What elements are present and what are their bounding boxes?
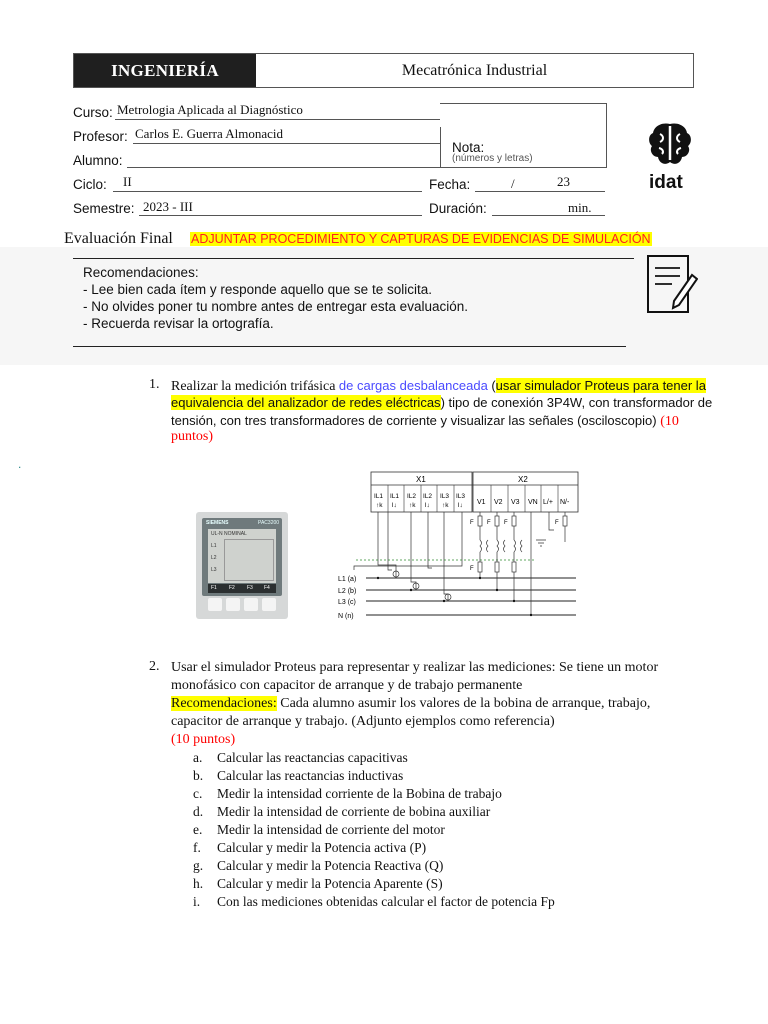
list-item: [193, 894, 555, 910]
block-x2-label: X2: [518, 475, 528, 484]
list-letter: d.: [193, 804, 204, 819]
fuse-label: F: [504, 520, 508, 526]
fecha-slash: /: [511, 176, 515, 191]
question1-text-d: usar simulador Proteus para tener la: [495, 378, 706, 393]
x1-terminal-top: IL2: [423, 493, 433, 500]
x2-terminal: V2: [494, 499, 503, 506]
list-text: Calcular y medir la Potencia Reactiva (Q): [217, 858, 444, 873]
meter-softkey-bar: [208, 584, 276, 593]
list-text: Calcular y medir la Potencia Aparente (S): [217, 876, 443, 891]
program-title: Mecatrónica Industrial: [401, 61, 548, 79]
list-letter: h.: [193, 876, 204, 891]
recommendation-item: - No olvides poner tu nombre antes de entregar esta evaluación.: [83, 299, 468, 314]
semestre-label: Semestre:: [73, 201, 135, 216]
nota-underline: [440, 167, 607, 168]
question1-text-a: Realizar la medición trifásica: [171, 379, 336, 394]
list-item: [193, 804, 490, 820]
x2-terminal: V1: [477, 499, 486, 506]
recommendations-title: Recomendaciones:: [83, 265, 199, 280]
question2-line3-rest: Cada alumno asumir los valores de la bobina de arranque, trabajo,: [280, 696, 651, 711]
question1-line2: [171, 394, 716, 412]
question1-text-e: equivalencia del analizador de redes eléctricas: [171, 395, 441, 410]
list-text: Con las mediciones obtenidas calcular el factor de potencia Fp: [217, 894, 555, 909]
fecha-label: Fecha:: [429, 177, 471, 192]
meter-screen-row: L2: [211, 555, 217, 561]
curso-value: Metrologia Aplicada al Diagnóstico: [117, 102, 303, 117]
exam-paper-icon: [642, 253, 698, 319]
wiring-diagram: [336, 470, 592, 630]
question2-rec-label: Recomendaciones:: [171, 696, 277, 711]
meter-softkey-label: F4: [264, 585, 270, 591]
ciclo-underline: [113, 191, 422, 192]
x1-terminal-bot: l↓: [425, 502, 430, 509]
fecha-year: 23: [557, 174, 570, 189]
meter-screen-row: L1: [211, 543, 217, 549]
duracion-underline: [492, 215, 605, 216]
x1-terminal-bot: ↑k: [409, 502, 416, 509]
alumno-label: Alumno:: [73, 153, 123, 168]
question1-text-f: ) tipo de conexión 3P4W, con transformador de: [440, 395, 713, 410]
ciclo-value: II: [123, 174, 132, 189]
rec-top-rule: [73, 258, 634, 259]
x1-terminal-bot: ↑k: [442, 502, 449, 509]
department-title: INGENIERÍA: [74, 54, 256, 87]
x2-terminal: L/+: [543, 499, 553, 506]
question2-number: 2.: [149, 659, 160, 674]
line-label: L1 (a): [338, 576, 357, 583]
power-meter-device: [196, 512, 288, 619]
semestre-value: 2023 - III: [143, 199, 193, 214]
line-label: N (n): [338, 613, 354, 620]
semestre-underline: [139, 215, 422, 216]
ciclo-label: Ciclo:: [73, 177, 107, 192]
fuse-label: F: [470, 520, 474, 526]
question1-line3-text: tensión, con tres transformadores de corriente y visualizar las señales (osciloscopio): [171, 413, 657, 428]
nota-top-border: [440, 103, 607, 104]
profesor-value: Carlos E. Guerra Almonacid: [135, 126, 284, 141]
list-text: Medir la intensidad corriente de la Bobina de trabajo: [217, 786, 502, 801]
curso-underline: [115, 119, 440, 120]
x1-terminal-top: IL1: [374, 493, 384, 500]
idat-brand: idat: [649, 172, 683, 193]
evaluation-note-part1: ADJUNTAR PROCEDIMIENTO: [191, 232, 366, 246]
question1-points-a: (10: [660, 414, 679, 429]
list-item: [193, 750, 408, 766]
list-text: Calcular las reactancias inductivas: [217, 768, 404, 783]
x2-terminal: VN: [528, 499, 538, 506]
list-text: Medir la intensidad de corriente del motor: [217, 822, 445, 837]
list-item: [193, 876, 443, 892]
meter-softkey-label: F3: [247, 585, 253, 591]
meter-key: [244, 598, 258, 611]
meter-screen-box: [224, 539, 274, 581]
fuse-label: F: [470, 566, 474, 572]
meter-softkey-label: F1: [211, 585, 217, 591]
question2-line4: capacitor de arranque y trabajo. (Adjunto ejemplos como referencia): [171, 714, 555, 729]
x2-terminal: V3: [511, 499, 520, 506]
curso-label: Curso:: [73, 105, 113, 120]
evaluation-note-part2: Y CAPTURAS DE EVIDENCIAS DE SIMULACIÓN: [368, 232, 651, 246]
line-label: L3 (c): [338, 599, 356, 606]
question2-points: (10 puntos): [171, 732, 236, 747]
list-text: Calcular y medir la Potencia activa (P): [217, 840, 427, 855]
x1-terminal-top: IL2: [407, 493, 417, 500]
list-item: [193, 858, 443, 874]
evaluation-title: Evaluación Final: [64, 230, 173, 247]
question1-line3: [171, 412, 716, 431]
profesor-label: Profesor:: [73, 129, 128, 144]
x1-terminal-bot: l↓: [458, 502, 463, 509]
line-label: L2 (b): [338, 588, 357, 595]
x1-terminal-bot: l↓: [392, 502, 397, 509]
x1-terminal-top: IL3: [456, 493, 466, 500]
list-letter: i.: [193, 894, 201, 909]
meter-screen-row: L3: [211, 567, 217, 573]
question2-line3: [171, 695, 650, 713]
question1-number: 1.: [149, 377, 160, 392]
x1-terminal-bot: ↑k: [376, 502, 383, 509]
list-item: [193, 768, 403, 784]
alumno-divider: [440, 127, 441, 167]
list-text: Medir la intensidad de corriente de bobina auxiliar: [217, 804, 491, 819]
list-text: Calcular las reactancias capacitivas: [217, 750, 408, 765]
profesor-underline: [133, 143, 440, 144]
list-item: [193, 840, 426, 856]
question1-text-b: de cargas desbalanceada: [338, 378, 488, 393]
fecha-underline: [475, 191, 605, 192]
meter-brand: SIEMENS: [206, 520, 229, 526]
list-letter: a.: [193, 750, 203, 765]
question1-text-c: (: [491, 378, 496, 393]
nota-right-border: [606, 103, 607, 167]
question1-points-b: puntos): [171, 429, 213, 444]
nota-hint: (números y letras): [452, 153, 533, 164]
stray-mark: .: [18, 457, 22, 471]
meter-key: [208, 598, 222, 611]
meter-model: PAC3200: [258, 520, 280, 526]
block-x1-label: X1: [416, 475, 426, 484]
list-item: [193, 786, 502, 802]
meter-screen: [208, 529, 276, 583]
list-letter: c.: [193, 786, 203, 801]
meter-key: [226, 598, 240, 611]
list-letter: g.: [193, 858, 204, 873]
recommendation-item: - Recuerda revisar la ortografía.: [83, 316, 274, 331]
fuse-label: F: [555, 520, 559, 526]
x2-terminal: N/-: [560, 499, 570, 506]
x1-terminal-top: IL1: [390, 493, 400, 500]
nota-label: Nota:: [452, 140, 485, 155]
list-letter: e.: [193, 822, 203, 837]
brain-icon: [646, 120, 694, 170]
question2-line2: monofásico con capacitor de arranque y de trabajo permanente: [171, 678, 523, 693]
duracion-label: Duración:: [429, 201, 487, 216]
fuse-label: F: [487, 520, 491, 526]
evaluation-note: [190, 232, 652, 246]
x1-terminal-top: IL3: [440, 493, 450, 500]
meter-key: [262, 598, 276, 611]
idat-logo: [646, 120, 694, 196]
rec-bottom-rule: [73, 346, 626, 347]
list-letter: f.: [193, 840, 201, 855]
list-letter: b.: [193, 768, 204, 783]
list-item: [193, 822, 445, 838]
question2-line1: Usar el simulador Proteus para representar y realizar las mediciones: Se tiene un motor: [171, 660, 659, 675]
alumno-underline: [127, 167, 440, 168]
duracion-unit: min.: [568, 200, 592, 215]
meter-screen-title: UL-N NOMINAL: [211, 531, 247, 537]
recommendation-item: - Lee bien cada ítem y responde aquello que se te solicita.: [83, 282, 432, 297]
meter-softkey-label: F2: [229, 585, 235, 591]
